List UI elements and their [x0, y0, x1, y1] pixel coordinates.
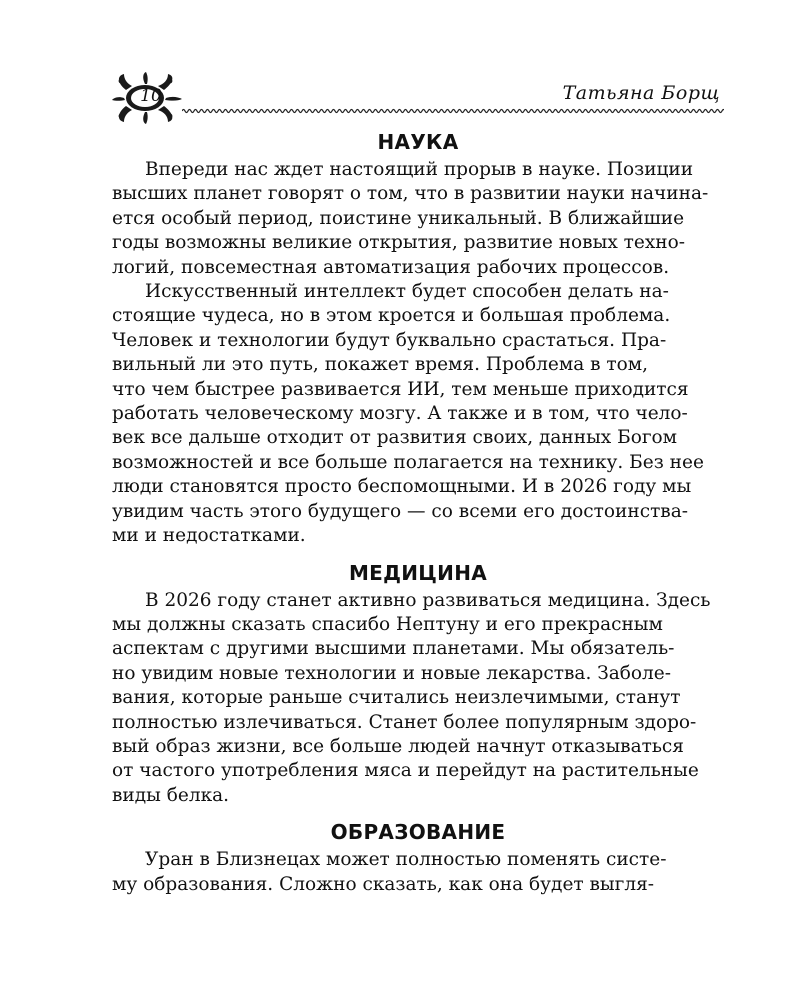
- text-line: Человек и технологии будут буквально срастаться. Пра-: [112, 329, 667, 351]
- text-line: Уран в Близнецах может полностью поменять систе-: [145, 849, 667, 871]
- text-line: но увидим новые технологии и новые лекарства. Заболе-: [112, 662, 671, 684]
- section-title-education: ОБРАЗОВАНИЕ: [330, 820, 506, 845]
- text-line: В 2026 году станет активно развиваться медицина. Здесь: [145, 589, 711, 611]
- running-header: [112, 66, 724, 126]
- section-title-medicine: МЕДИЦИНА: [348, 560, 488, 585]
- paragraph: [112, 280, 724, 548]
- text-line: работать человеческому мозгу. А также и в том, что чело-: [112, 403, 688, 425]
- page-number: 10: [140, 86, 162, 106]
- text-line: век все дальше отходит от развития своих, данных Богом: [112, 427, 678, 449]
- text-line: Впереди нас ждет настоящий прорыв в науке. Позиции: [145, 159, 694, 180]
- page-content: [112, 128, 724, 897]
- text-line: логий, повсеместная автоматизация рабочих процессов.: [112, 256, 670, 278]
- section-title-science: НАУКА: [377, 130, 459, 154]
- text-line: му образования. Сложно сказать, как она будет выгля-: [112, 873, 655, 895]
- text-line: что чем быстрее развивается ИИ, тем меньше приходится: [112, 378, 689, 400]
- text-line: вания, которые раньше считались неизлечимыми, станут: [112, 687, 681, 709]
- text-line: от частого употребления мяса и перейдут на растительные: [112, 760, 699, 782]
- text-line: возможностей и все больше полагается на технику. Без нее: [112, 451, 704, 473]
- text-line: стоящие чудеса, но в этом кроется и большая проблема.: [112, 305, 671, 327]
- running-title: Татьяна Борщ: [562, 82, 720, 104]
- text-line: увидим часть этого будущего — со всеми его достоинства-: [112, 500, 688, 522]
- text-line: ми и недостатками.: [112, 525, 306, 547]
- text-line: люди становятся просто беспомощными. И в 2026 году мы: [112, 476, 692, 498]
- text-line: годы возможны великие открытия, развитие новых техно-: [112, 232, 685, 254]
- text-line: аспектам с другими высшими планетами. Мы обязатель-: [112, 638, 675, 660]
- text-line: вильный ли это путь, покажет время. Проблема в том,: [112, 354, 649, 376]
- paragraph: [112, 589, 724, 809]
- text-line: Искусственный интеллект будет способен делать на-: [145, 281, 669, 303]
- wavy-divider: [182, 107, 724, 115]
- text-line: ется особый период, поистине уникальный. В ближайшие: [112, 207, 685, 229]
- text-line: полностью излечиваться. Станет более популярным здоро-: [112, 711, 697, 733]
- text-line: высших планет говорят о том, что в развитии науки начина-: [112, 183, 709, 205]
- paragraph: [112, 158, 724, 280]
- text-line: вый образ жизни, все больше людей начнут отказываться: [112, 735, 684, 757]
- paragraph: [112, 848, 724, 897]
- text-line: виды белка.: [112, 784, 230, 806]
- text-line: мы должны сказать спасибо Нептуну и его прекрасным: [112, 613, 663, 635]
